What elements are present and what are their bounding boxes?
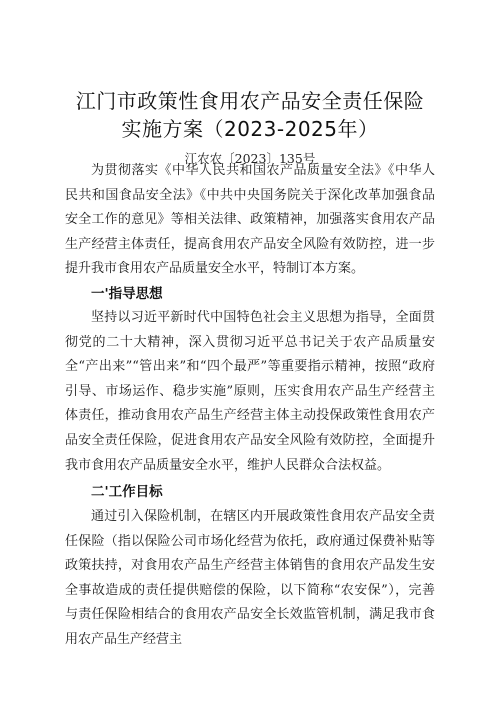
section-heading-work-goals: 二'工作目标: [91, 484, 163, 500]
section-paragraph-guiding-ideology: 坚持以习近平新时代中国特色社会主义思想为指导，全面贯彻党的二十大精神，深入贯彻习近平总书记关于农产品质量安全“产出来”“管出来”和“四个最严”等重要指示精神，按照“政府引导、市场运作、稳步实施”原则，压实食用农产品生产经营主体责任，推动食用农产品生产经营主体主动投保政策性食用农产品安全责任保险，促进食用农产品安全风险有效防控，全面提升我市食用农产品质量安全水平，维护人民群众合法权益。: [65, 310, 435, 473]
section-paragraph-work-goals: 通过引入保险机制，在辖区内开展政策性食用农产品安全责任保险（指以保险公司市场化经营为依托，政府通过保费补贴等政策扶持，对食用农产品生产经营主体销售的食用农产品发生安全事故造成的责任提供赔偿的保险，以下简称“农安保”），完善与责任保险相结合的食用农产品安全长效监管机制，满足我市食用农产品生产经营主: [65, 509, 435, 647]
document-title-line-1: 江门市政策性食用农产品安全责任保险: [75, 89, 425, 113]
section-heading-guiding-ideology: 一'指导思想: [91, 286, 163, 302]
intro-paragraph: 为贯彻落实《中华人民共和国农产品质量安全法》《中华人民共和国食品安全法》《中共中央国务院关于深化改革加强食品安全工作的意见》等相关法律、政策精神，加强落实食用农产品生产经营主体责任，提高食用农产品安全风险有效防控，进一步提升我市食用农产品质量安全水平，特制订本方案。: [65, 163, 435, 277]
document-title-line-2: 实施方案（2023-2025年）: [121, 117, 379, 141]
document-number: 江农农〔2023〕135号: [184, 151, 316, 166]
